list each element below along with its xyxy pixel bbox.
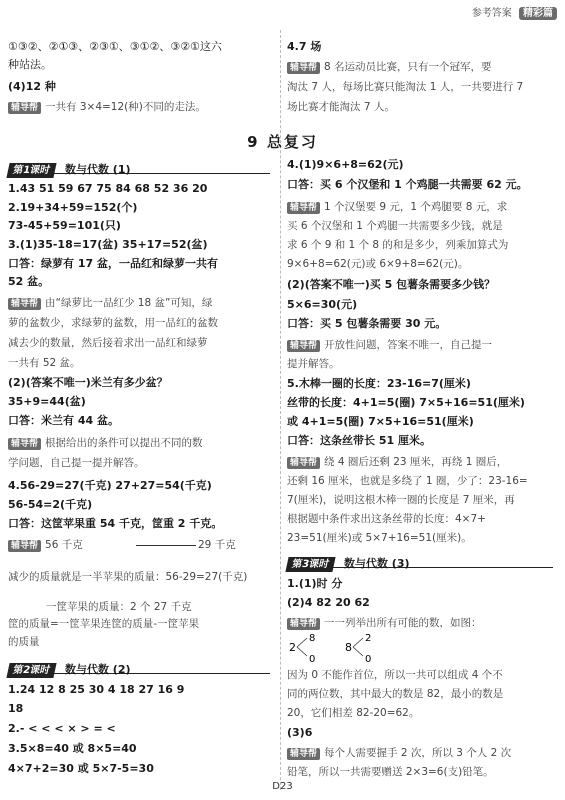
tip-tag: 辅导帮 [8, 298, 41, 310]
answer-line: 56-54=2(千克) [8, 498, 93, 511]
tip-line: 的质量 [8, 636, 40, 648]
tip-tag: 辅导帮 [287, 340, 320, 352]
answer-line: 2.19+34+59=152(个) [8, 201, 138, 214]
section-title: 数与代数 (3) [343, 557, 410, 570]
answer-line: (4)12 种 [8, 80, 56, 93]
tip-tag: 辅导帮 [287, 618, 320, 630]
tip-line [8, 436, 203, 450]
tip-line: 提并解答。 [287, 358, 340, 370]
tip-line: 同的两位数，其中最大的数是 82，最小的数是 [287, 688, 504, 700]
tip-line: 一筐苹果的质量：2 个 27 千克 [46, 601, 192, 613]
tip-line: 萝的盆数少，求绿萝的盆数，用一品红的盆数 [8, 317, 218, 329]
answer-line: 1.24 12 8 25 30 4 18 27 16 9 [8, 683, 185, 696]
answer-line: 4.56-29=27(千克) 27+27=54(千克) [8, 479, 212, 492]
tip-text: 1 个汉堡要 9 元，1 个鸡腿要 8 元，求 [324, 201, 508, 213]
section-header [287, 552, 553, 568]
page-number: D23 [272, 781, 293, 792]
answer-line: (2)(答案不唯一)买 5 包薯条需要多少钱？ [287, 278, 496, 291]
answer-line: 35+9=44(盆) [8, 395, 86, 408]
tip-text: 根据给出的条件可以提出不同的数 [45, 437, 203, 449]
tip-line: 求 6 个 9 和 1 个 8 的和是多少，列乘加算式为 [287, 239, 509, 251]
answer-line: 4.(1)9×6+8=62(元) [287, 158, 404, 171]
answer-line: 口答：买 5 包薯条需要 30 元。 [287, 317, 447, 330]
section-label: 第2课时 [6, 663, 56, 678]
tree-a1: 8 [309, 633, 316, 644]
tip-line: 买 6 个汉堡和 1 个鸡腿一共需要多少钱，就是 [287, 220, 503, 232]
tip-line [8, 538, 83, 552]
header-badge: 精彩篇 [519, 7, 557, 20]
tip-text: 每个人需要握手 2 次，所以 3 个人 2 次 [324, 747, 512, 759]
answer-line: (3)6 [287, 726, 313, 739]
tip-tag: 辅导帮 [8, 540, 41, 552]
answer-line: 1.43 51 59 67 75 84 68 52 36 20 [8, 182, 208, 195]
tip-line: 因为 0 不能作首位，所以一共可以组成 4 个不 [287, 669, 503, 681]
tip-line: 7(厘米)，说明这根木棒一圈的长度是 7 厘米，再 [287, 494, 515, 506]
section-title: 数与代数 (1) [64, 163, 131, 176]
tip-line [287, 616, 482, 630]
answer-line: 5×6=30(元) [287, 298, 358, 311]
tip-line: 20，它们相差 82-20=62。 [287, 707, 420, 719]
answer-line: 18 [8, 702, 24, 715]
section-label: 第1课时 [6, 163, 56, 178]
answer-line: 73-45+59=101(只) [8, 219, 121, 232]
answer-line: 5.木棒一圈的长度：23-16=7(厘米) [287, 377, 471, 390]
answer-line: 4.7 场 [287, 40, 322, 53]
section-header [8, 158, 270, 174]
tip-line: 23=51(厘米)或 5×7+16=51(厘米)。 [287, 532, 472, 544]
tip-text: 由“绿萝比一品红少 18 盆”可知，绿 [45, 297, 213, 309]
answer-line: 4×7+2=30 或 5×7-5=30 [8, 762, 154, 775]
text-line: 种站法。 [8, 58, 52, 71]
tip-tag: 辅导帮 [287, 62, 320, 74]
tip-line: 还剩 16 厘米，也就是多绕了 1 圈，少了：23-16= [287, 475, 528, 487]
answer-line: 3.5×8=40 或 8×5=40 [8, 742, 137, 755]
tip-line: 筐的质量=一筐苹果连筐的质量-一筐苹果 [8, 618, 200, 630]
tip-line: 减少的质量就是一半苹果的质量：56-29=27(千克) [8, 571, 248, 583]
tree-a2: 0 [309, 654, 316, 664]
answer-line: 口答：这条丝带长 51 厘米。 [287, 434, 431, 447]
answer-line: 口答：这筐苹果重 54 千克，筐重 2 千克。 [8, 517, 223, 530]
answer-line: 1.(1)时 分 [287, 577, 343, 590]
tip-text: 一一列举出所有可能的数，如图： [324, 617, 482, 629]
tip-line [8, 100, 206, 114]
enumeration-tree [287, 630, 397, 664]
section-header [8, 658, 270, 674]
tip-line: 淘汰 7 人，每场比赛只能淘汰 1 人，一共要进行 7 [287, 81, 524, 93]
tree-root-b: 8 [345, 641, 352, 654]
diagram-label-rest: 29 千克 [198, 539, 236, 551]
header [472, 4, 557, 19]
section-label: 第3课时 [285, 557, 335, 572]
tip-tag: 辅导帮 [287, 748, 320, 760]
tree-b2: 0 [365, 654, 372, 664]
chapter-title: 9 总复习 [247, 133, 318, 151]
tip-tag: 辅导帮 [287, 457, 320, 469]
tip-line: 学问题，自己提一提并解答。 [8, 457, 145, 469]
tip-line [8, 296, 212, 310]
tip-line: 场比赛才能淘汰 7 人。 [287, 101, 395, 113]
answers-label: 参考答案 [471, 8, 512, 19]
tree-b1: 2 [365, 633, 372, 644]
tip-line [287, 455, 507, 469]
diagram-arrow [136, 545, 196, 546]
tip-line [287, 746, 511, 760]
tip-line [287, 60, 492, 74]
section-title: 数与代数 (2) [64, 663, 131, 676]
tip-line: 一共有 52 盆。 [8, 357, 81, 369]
answer-line: 口答：绿萝有 17 盆，一品红和绿萝一共有 [8, 257, 218, 270]
diagram-label-total: 56 千克 [45, 539, 83, 551]
tree-root-a: 2 [289, 641, 296, 654]
tip-line [287, 200, 507, 214]
tip-tag: 辅导帮 [8, 102, 41, 114]
answer-line: (2)(答案不唯一)米兰有多少盆？ [8, 376, 168, 389]
tip-line: 减去少的数量，然后接着求出一品红和绿萝 [8, 337, 208, 349]
answer-line: 2.- < < < × > = < [8, 722, 116, 735]
tip-tag: 辅导帮 [8, 438, 41, 450]
answer-line: 口答：买 6 个汉堡和 1 个鸡腿一共需要 62 元。 [287, 178, 528, 191]
answer-line: 口答：米兰有 44 盆。 [8, 414, 119, 427]
answer-line: 或 4+1=5(圈) 7×5+16=51(厘米) [287, 415, 474, 428]
answer-line: 52 盆。 [8, 275, 50, 288]
tip-tag: 辅导帮 [287, 202, 320, 214]
tip-text: 绕 4 圈后还剩 23 厘米，再绕 1 圈后， [324, 456, 508, 468]
tip-text: 一共有 3×4=12(种)不同的走法。 [45, 101, 206, 113]
tip-line [287, 338, 492, 352]
tip-line: 铅笔，所以一共需要赠送 2×3=6(支)铅笔。 [287, 766, 494, 778]
tip-line: 9×6+8=62(元)或 6×9+8=62(元)。 [287, 258, 469, 270]
tip-text: 开放性问题，答案不唯一，自己提一 [324, 339, 493, 351]
answer-line: (2)4 82 20 62 [287, 596, 370, 609]
answer-line: 丝带的长度：4+1=5(圈) 7×5+16=51(厘米) [287, 396, 525, 409]
tip-line: 根据题中条件求出这条丝带的长度：4×7+ [287, 513, 486, 525]
text-line: ①③②、②①③、②③①、③①②、③②①这六 [8, 40, 222, 53]
answer-line: 3.(1)35-18=17(盆) 35+17=52(盆) [8, 238, 208, 251]
tip-text: 8 名运动员比赛，只有一个冠军，要 [324, 61, 492, 73]
